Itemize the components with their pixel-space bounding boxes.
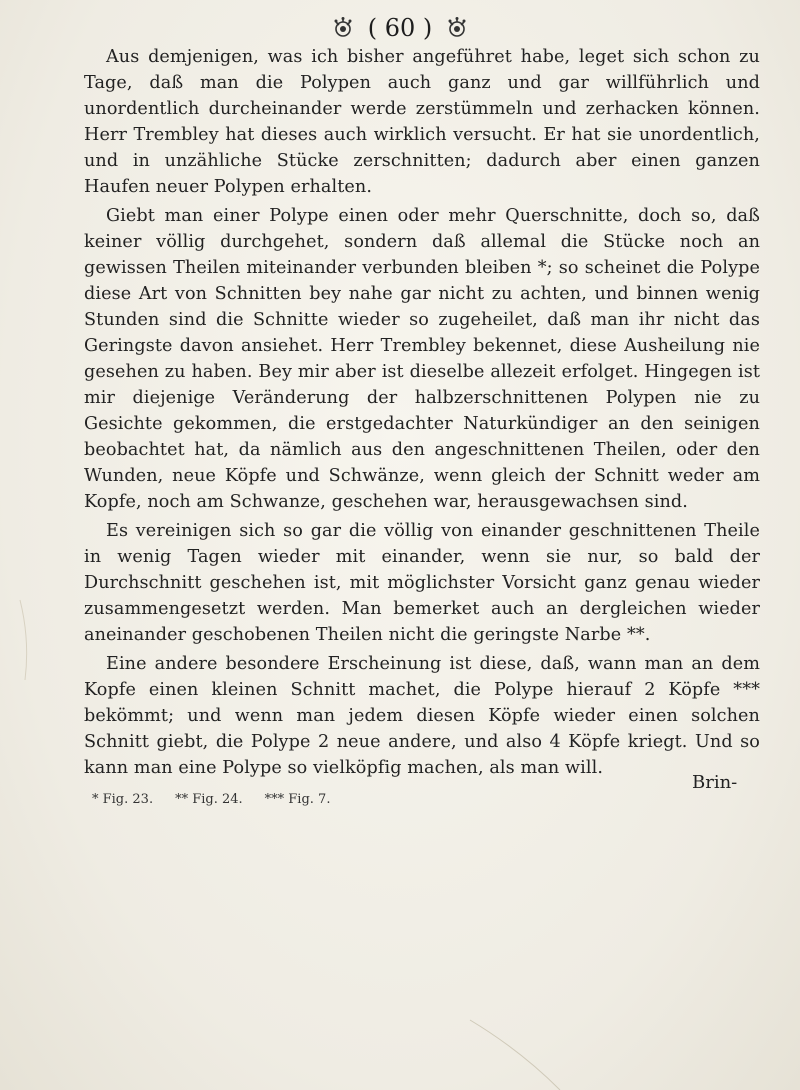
paragraph: Eine andere besondere Erscheinung ist diese, daß, wann man an dem Kopfe einen kleinen Schnitt machet, die Polype hierauf 2 Köpfe *** bekömmt; und wenn man jedem diesen Köpfe wieder einen solchen Schnitt giebt, die Polype 2 neue andere, und also 4 Köpfe kriegt. Und so kann man eine Polype so vielköpfig machen, als man will. [84, 654, 760, 778]
crown-ornament-icon [332, 17, 354, 39]
footnote: * Fig. 23. [92, 792, 154, 807]
footnote: ** Fig. 24. [175, 792, 243, 807]
catchword: Brin- [692, 772, 738, 793]
paragraph: Es vereinigen sich so gar die völlig von einander geschnittenen Theile in wenig Tagen wieder mit einander, wenn sie nur, so bald der Durchschnitt geschehen ist, mit möglichster Vorsicht ganz genau wieder zusammengesetzt werden. Man bemerket auch an dergleichen wieder aneinander geschobenen Theilen nicht die geringste Narbe **. [84, 521, 760, 645]
crown-ornament-icon [446, 17, 468, 39]
footnote: *** Fig. 7. [264, 792, 331, 807]
paragraph: Giebt man einer Polype einen oder mehr Querschnitte, doch so, daß keiner völlig durchgehet, sondern daß allemal die Stücke noch an gewissen Theilen miteinander verbunden bleiben *; so scheinet die Polype diese Art von Schnitten bey nahe gar nicht zu achten, und binnen wenig Stunden sind die Schnitte wieder so zugeheilet, daß man ihr nicht das Geringste davon ansiehet. Herr Trembley bekennet, diese Ausheilung nie gesehen zu haben. Bey mir aber ist dieselbe allezeit erfolget. Hingegen ist mir diejenige Veränderung der halbzerschnittenen Polypen nie zu Gesichte gekommen, die erstgedachter Naturkündiger an den seinigen beobachtet hat, da nämlich aus den angeschnittenen Theilen, oder den Wunden, neue Köpfe und Schwänze, wenn gleich der Schnitt weder am Kopfe, noch am Schwanze, geschehen war, herausgewachsen sind. [84, 206, 760, 512]
page-body [84, 44, 760, 781]
paragraph: Aus demjenigen, was ich bisher angeführet habe, leget sich schon zu Tage, daß man die Polypen auch ganz und gar willführlich und unordentlich durcheinander werde zerstümmeln und zerhacken können. Herr Trembley hat dieses auch wirklich versucht. Er hat sie unordentlich, und in unzähliche Stücke zerschnitten; dadurch aber einen ganzen Haufen neuer Polypen erhalten. [84, 47, 760, 197]
page-header [0, 10, 800, 46]
page-number: ( 60 ) [367, 14, 433, 42]
footnotes [92, 792, 330, 807]
